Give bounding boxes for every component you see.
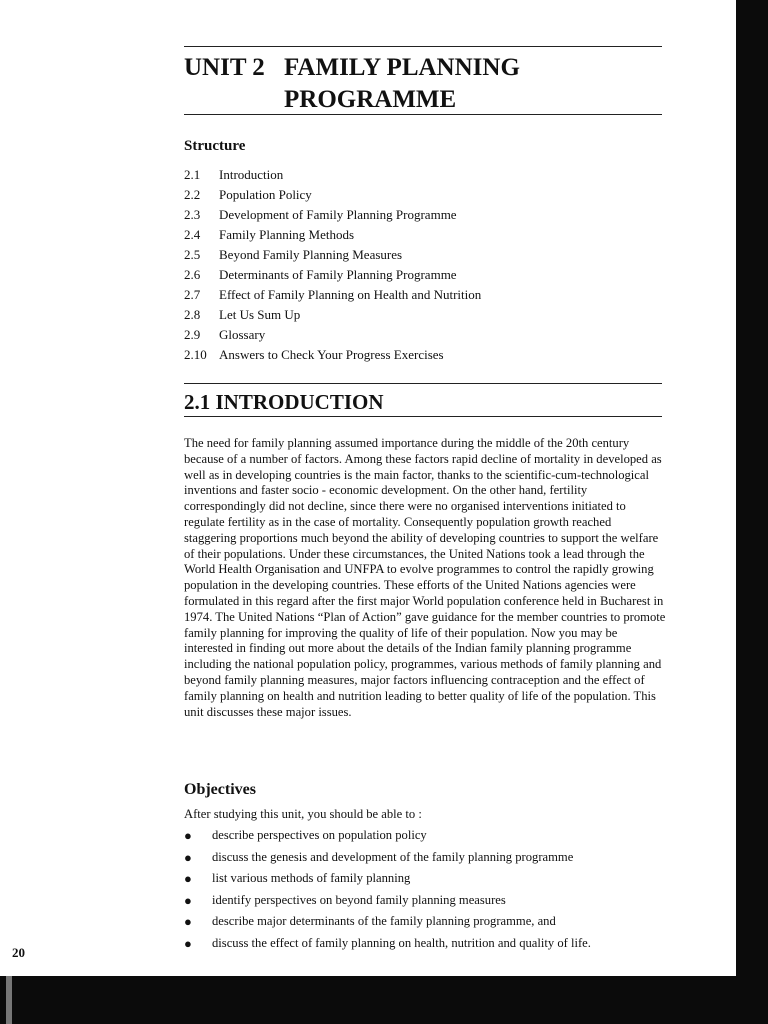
structure-item-number: 2.7: [184, 287, 201, 302]
objective-item: [184, 914, 654, 929]
structure-item-label: Determinants of Family Planning Programme: [219, 267, 457, 282]
structure-item-number: 2.2: [184, 187, 201, 202]
structure-item-number: 2.4: [184, 227, 201, 242]
structure-item-label: Introduction: [219, 167, 284, 182]
structure-item-label: Population Policy: [219, 187, 312, 202]
objective-text: describe perspectives on population policy: [212, 828, 427, 842]
structure-item-number: 2.3: [184, 207, 201, 222]
objectives-heading: Objectives: [184, 781, 256, 798]
objective-item: [184, 936, 654, 951]
unit-title-line1: FAMILY PLANNING: [284, 54, 520, 81]
section-heading-introduction: 2.1 INTRODUCTION: [184, 390, 384, 414]
structure-item-number: 2.1: [184, 167, 201, 182]
bullet-icon: ●: [184, 871, 192, 886]
objective-text: discuss the genesis and development of the family planning programme: [212, 849, 574, 864]
structure-item: [184, 185, 481, 205]
structure-item-label: Glossary: [219, 327, 266, 342]
objective-item: [184, 893, 654, 908]
structure-item-number: 2.8: [184, 307, 201, 322]
structure-item-label: Answers to Check Your Progress Exercises: [219, 347, 444, 362]
structure-item-number: 2.5: [184, 247, 201, 262]
structure-item-label: Development of Family Planning Programme: [219, 207, 457, 222]
objective-text: discuss the effect of family planning on health, nutrition and quality of life.: [212, 935, 591, 950]
scan-bottom-edge: [0, 976, 768, 1024]
structure-item: [184, 165, 481, 185]
introduction-paragraph: The need for family planning assumed importance during the middle of the 20th century because of a number of factors. Among these factors rapid decline of mortality in developed as well as in developing countries is the main factor, thanks to the scientific-cum-technological inventions and faster socio - economic development. On the other hand, fertility correspondingly did not decline, since there were no organised interventions initiated to regulate fertility as in the case of mortality. Consequently population growth reached staggering proportions much beyond the ability of developing countries to support the welfare of their populations. Under these circumstances, the United Nations took a lead through the World Health Organisation and UNFPA to evolve programmes to control the rapidly growing population in the developing countries. These efforts of the United Nations agencies were formulated in this regard after the first major World population conference held in Bucharest in 1974. The United Nations “Plan of Action” gave guidance for the member countries to promote family planning for improving the quality of life of their population. Now you may be interested in finding out more about the details of the Indian family planning programme including the national population policy, programmes, various methods of family planning and beyond family planning measures, major factors influencing contraception and the effect of family planning on health and nutrition leading to better quality of life of the population. This unit discusses these major issues.: [184, 436, 666, 719]
top-rule: [184, 46, 662, 47]
structure-item-number: 2.10: [184, 347, 207, 362]
unit-title-line2: PROGRAMME: [284, 86, 457, 113]
structure-item-number: 2.9: [184, 327, 201, 342]
structure-item: [184, 225, 481, 245]
structure-item: [184, 325, 481, 345]
structure-item: [184, 305, 481, 325]
structure-item-label: Family Planning Methods: [219, 227, 355, 242]
structure-item-label: Beyond Family Planning Measures: [219, 247, 403, 262]
unit-number: UNIT 2: [184, 54, 265, 81]
section-rule-bottom: [184, 416, 662, 417]
bullet-icon: ●: [184, 828, 192, 843]
unit-title: [184, 52, 520, 116]
bullet-icon: ●: [184, 892, 192, 908]
bullet-icon: ●: [184, 935, 192, 951]
objectives-lead: After studying this unit, you should be able to :: [184, 807, 422, 821]
section-rule-top: [184, 383, 662, 384]
structure-item-label: Let Us Sum Up: [219, 307, 301, 322]
structure-heading: Structure: [184, 138, 246, 154]
structure-item: [184, 345, 481, 365]
structure-item: [184, 205, 481, 225]
structure-item-number: 2.6: [184, 267, 201, 282]
objectives-list: [184, 828, 654, 957]
objective-item: [184, 850, 654, 865]
objective-item: [184, 828, 654, 843]
page-number: 20: [12, 945, 25, 960]
structure-list: [184, 165, 481, 365]
structure-item: [184, 245, 481, 265]
scan-page-tab: [6, 976, 12, 1024]
objective-item: [184, 871, 654, 886]
objective-text: describe major determinants of the family planning programme, and: [212, 914, 556, 928]
bullet-icon: ●: [184, 914, 192, 929]
structure-item: [184, 285, 481, 305]
title-rule: [184, 114, 662, 115]
objective-text: list various methods of family planning: [212, 871, 411, 885]
scan-right-edge: [736, 0, 768, 1024]
structure-item: [184, 265, 481, 285]
bullet-icon: ●: [184, 849, 192, 865]
objective-text: identify perspectives on beyond family planning measures: [212, 892, 506, 907]
structure-item-label: Effect of Family Planning on Health and Nutrition: [219, 287, 482, 302]
